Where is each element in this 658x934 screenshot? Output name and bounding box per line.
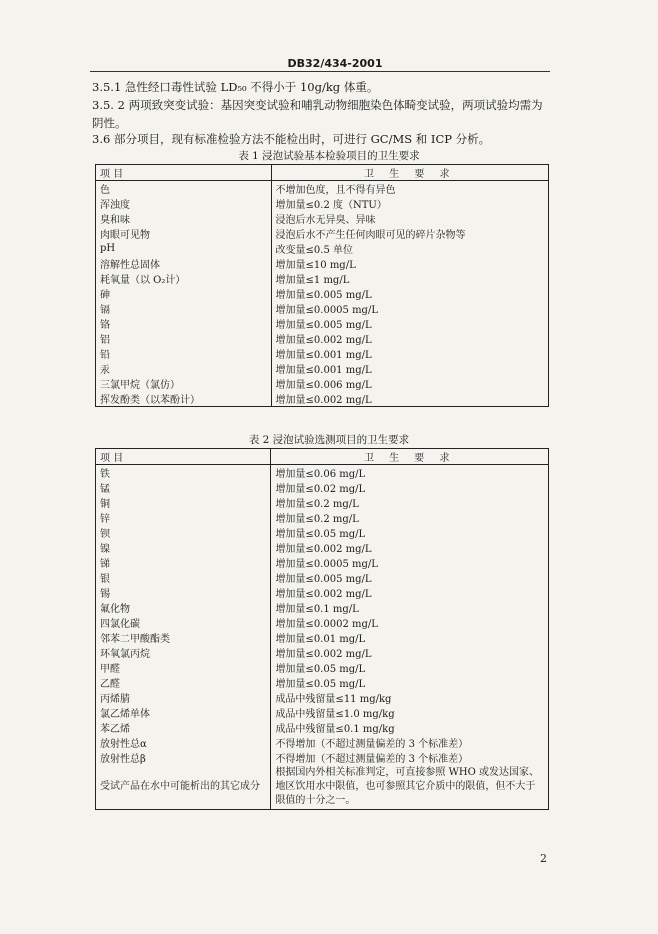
item-cell: 溶解性总固体 [96, 256, 272, 271]
item-cell: 苯乙烯 [96, 720, 271, 735]
requirement-cell: 增加量≤0.02 mg/L [271, 480, 549, 495]
table-row [96, 645, 549, 660]
table-row [96, 286, 549, 301]
requirement-cell: 不增加色度，且不得有异色 [271, 181, 548, 197]
item-cell: 放射性总β [96, 750, 271, 765]
table-row [96, 705, 549, 720]
item-cell: 铅 [96, 346, 272, 361]
item-cell: 环氧氯丙烷 [96, 645, 271, 660]
requirement-cell: 增加量≤0.001 mg/L [271, 361, 548, 376]
item-cell: 色 [96, 181, 272, 197]
table-row [96, 585, 549, 600]
table-row [96, 525, 549, 540]
paragraph-3-5-2: 3.5. 2 两项致突变试验：基因突变试验和哺乳动物细胞染色体畸变试验，两项试验均需为阴性。 [92, 98, 543, 130]
column-header-requirement: 卫 生 要 求 [271, 449, 549, 465]
item-cell: 锑 [96, 555, 271, 570]
requirement-cell: 增加量≤0.01 mg/L [271, 630, 549, 645]
table-row [96, 750, 549, 765]
requirement-cell: 浸泡后水无异臭、异味 [271, 211, 548, 226]
requirement-cell: 增加量≤0.2 mg/L [271, 510, 549, 525]
table-row [96, 346, 549, 361]
column-header-item: 项 目 [96, 449, 271, 465]
table-row [96, 376, 549, 391]
table-row [96, 271, 549, 286]
requirement-cell: 增加量≤0.002 mg/L [271, 645, 549, 660]
table2 [95, 448, 549, 810]
requirement-cell: 增加量≤0.0005 mg/L [271, 555, 549, 570]
header-rule [90, 71, 550, 72]
table-row [96, 331, 549, 346]
table-row [96, 256, 549, 271]
table2-caption: 表 2 浸泡试验选测项目的卫生要求 [248, 434, 410, 446]
paragraph-3-6: 3.6 部分项目，现有标准检验方法不能检出时，可进行 GC/MS 和 ICP 分析。 [92, 132, 491, 146]
requirement-cell: 增加量≤0.005 mg/L [271, 286, 548, 301]
table-row [96, 211, 549, 226]
requirement-cell: 不得增加（不超过测量偏差的 3 个标准差） [271, 735, 549, 750]
table-row [96, 630, 549, 645]
item-cell: 锰 [96, 480, 271, 495]
item-cell: 甲醛 [96, 660, 271, 675]
item-cell: 钡 [96, 525, 271, 540]
table-row [96, 510, 549, 525]
item-cell: 汞 [96, 361, 272, 376]
requirement-cell: 浸泡后水不产生任何肉眼可见的碎片杂物等 [271, 226, 548, 241]
requirement-cell: 增加量≤1 mg/L [271, 271, 548, 286]
item-cell: 浑浊度 [96, 196, 272, 211]
table-row [96, 181, 549, 197]
table-row [96, 316, 549, 331]
requirement-cell: 增加量≤0.005 mg/L [271, 316, 548, 331]
item-cell: 铁 [96, 465, 271, 481]
item-cell: 臭和味 [96, 211, 272, 226]
table-row [96, 226, 549, 241]
table1-caption: 表 1 浸泡试验基本检验项目的卫生要求 [238, 150, 420, 162]
table-row [96, 495, 549, 510]
table-row [96, 480, 549, 495]
item-cell: 邻苯二甲酸酯类 [96, 630, 271, 645]
column-header-item: 项 目 [96, 165, 272, 181]
requirement-cell: 增加量≤0.001 mg/L [271, 346, 548, 361]
table1 [95, 164, 549, 407]
item-cell: 锌 [96, 510, 271, 525]
table-row [96, 735, 549, 750]
requirement-cell: 增加量≤0.1 mg/L [271, 600, 549, 615]
requirement-cell: 增加量≤0.06 mg/L [271, 465, 549, 481]
table-row [96, 600, 549, 615]
table-row [96, 660, 549, 675]
table-row [96, 241, 549, 256]
item-cell: 四氯化碳 [96, 615, 271, 630]
requirement-cell: 增加量≤0.006 mg/L [271, 376, 548, 391]
item-cell: 乙醛 [96, 675, 271, 690]
table-row [96, 690, 549, 705]
table-header-row [96, 449, 549, 465]
column-header-requirement: 卫 生 要 求 [271, 165, 548, 181]
item-cell: 铝 [96, 331, 272, 346]
requirement-cell: 增加量≤0.002 mg/L [271, 331, 548, 346]
table-row [96, 675, 549, 690]
table-row [96, 555, 549, 570]
table-row [96, 765, 549, 810]
item-cell: 镍 [96, 540, 271, 555]
requirement-cell: 增加量≤0.002 mg/L [271, 585, 549, 600]
requirement-cell: 增加量≤0.2 度（NTU） [271, 196, 548, 211]
requirement-cell: 根据国内外相关标准判定，可直接参照 WHO 或发达国家、地区饮用水中限值，也可参照其它介质中的限值，但不大于限值的十分之一。 [271, 765, 549, 810]
item-cell: 肉眼可见物 [96, 226, 272, 241]
requirement-cell: 不得增加（不超过测量偏差的 3 个标准差） [271, 750, 549, 765]
requirement-cell: 成品中残留量≤1.0 mg/kg [271, 705, 549, 720]
requirement-cell: 增加量≤0.0005 mg/L [271, 301, 548, 316]
item-cell: 三氯甲烷（氯仿） [96, 376, 272, 391]
table-row [96, 196, 549, 211]
table-row [96, 570, 549, 585]
requirement-cell: 增加量≤0.0002 mg/L [271, 615, 549, 630]
item-cell: 砷 [96, 286, 272, 301]
table-row [96, 720, 549, 735]
table-row [96, 465, 549, 481]
item-cell: 受试产品在水中可能析出的其它成分 [96, 765, 271, 810]
requirement-cell: 成品中残留量≤0.1 mg/kg [271, 720, 549, 735]
item-cell: 放射性总α [96, 735, 271, 750]
paragraph-3-5-1: 3.5.1 急性经口毒性试验 LD₅₀ 不得小于 10g/kg 体重。 [92, 80, 379, 94]
item-cell: 镉 [96, 301, 272, 316]
item-cell: 铬 [96, 316, 272, 331]
table-row [96, 540, 549, 555]
table-row [96, 615, 549, 630]
requirement-cell: 成品中残留量≤11 mg/kg [271, 690, 549, 705]
item-cell: 挥发酚类（以苯酚计） [96, 391, 272, 407]
item-cell: 银 [96, 570, 271, 585]
requirement-cell: 增加量≤0.002 mg/L [271, 540, 549, 555]
item-cell: 耗氧量（以 O₂计） [96, 271, 272, 286]
item-cell: 氟化物 [96, 600, 271, 615]
table-row [96, 361, 549, 376]
item-cell: 锡 [96, 585, 271, 600]
requirement-cell: 增加量≤10 mg/L [271, 256, 548, 271]
table-row [96, 301, 549, 316]
item-cell: 氯乙烯单体 [96, 705, 271, 720]
requirement-cell: 增加量≤0.05 mg/L [271, 525, 549, 540]
requirement-cell: 增加量≤0.2 mg/L [271, 495, 549, 510]
standard-code: DB32/434-2001 [287, 57, 383, 70]
item-cell: 丙烯腈 [96, 690, 271, 705]
requirement-cell: 增加量≤0.005 mg/L [271, 570, 549, 585]
table-header-row [96, 165, 549, 181]
requirement-cell: 增加量≤0.002 mg/L [271, 391, 548, 407]
requirement-cell: 增加量≤0.05 mg/L [271, 675, 549, 690]
item-cell: pH [96, 241, 272, 256]
page-number: 2 [540, 852, 547, 865]
item-cell: 铜 [96, 495, 271, 510]
requirement-cell: 增加量≤0.05 mg/L [271, 660, 549, 675]
table-row [96, 391, 549, 407]
requirement-cell: 改变量≤0.5 单位 [271, 241, 548, 256]
